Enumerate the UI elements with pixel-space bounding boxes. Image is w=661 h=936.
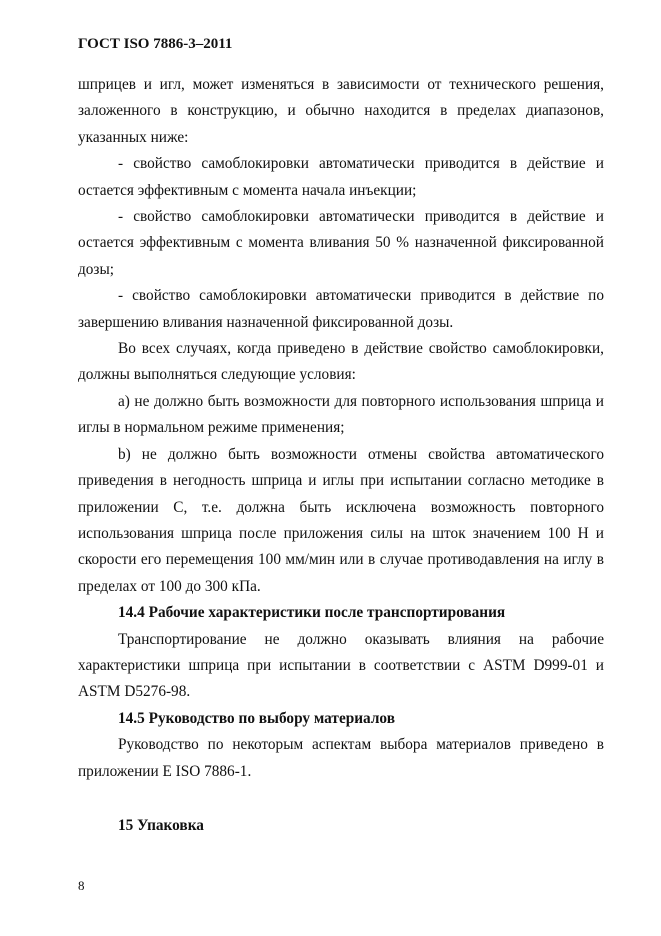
section-heading-15: 15 Упаковка xyxy=(118,816,204,834)
section-text-14-4: Транспортирование не должно оказывать влияния на рабочие характеристики шприца при испытании в соответствии с ASTM D999-01 и ASTM D5276-98. xyxy=(78,630,604,701)
list-item-self-lock-50-percent: - свойство самоблокировки автоматически приводится в действие и остается эффективным с момента вливания 50 % назначенной фиксированной дозы; xyxy=(78,208,604,278)
section-spacer xyxy=(78,785,604,813)
condition-b: b) не должно быть возможности отмены свойства автоматического приведения в негодность шприца и иглы при испытании согласно методике в приложении С, т.е. должна быть исключена возможность повторного использования шприца после приложения силы на шток значением 100 Н и скорости его перемещения 100 мм/мин или в случае противодавления на иглу в пределах от 100 до 300 кПа. xyxy=(78,445,604,595)
document-body xyxy=(78,72,604,839)
paragraph-continuation: шприцев и игл, может изменяться в зависимости от технического решения, заложенного в конструкцию, и обычно находится в пределах диапазонов, указанных ниже: xyxy=(78,76,604,146)
section-heading-14-4: 14.4 Рабочие характеристики после транспортирования xyxy=(118,604,506,622)
section-text-14-5: Руководство по некоторым аспектам выбора материалов приведено в приложении Е ISO 7886-1. xyxy=(78,736,604,780)
list-item-self-lock-start: - свойство самоблокировки автоматически приводится в действие и остается эффективным с момента начала инъекции; xyxy=(78,155,604,199)
page-number: 8 xyxy=(78,878,85,893)
section-heading-14-5: 14.5 Руководство по выбору материалов xyxy=(118,709,395,727)
paragraph-conditions-intro: Во всех случаях, когда приведено в действие свойство самоблокировки, должны выполняться следующие условия: xyxy=(78,340,604,384)
condition-a: a) не должно быть возможности для повторного использования шприца и иглы в нормальном режиме применения; xyxy=(78,392,604,437)
list-item-self-lock-end: - свойство самоблокировки автоматически приводится в действие по завершению вливания назначенной фиксированной дозы. xyxy=(78,287,604,331)
document-header: ГОСТ ISO 7886-3–2011 xyxy=(78,36,233,52)
